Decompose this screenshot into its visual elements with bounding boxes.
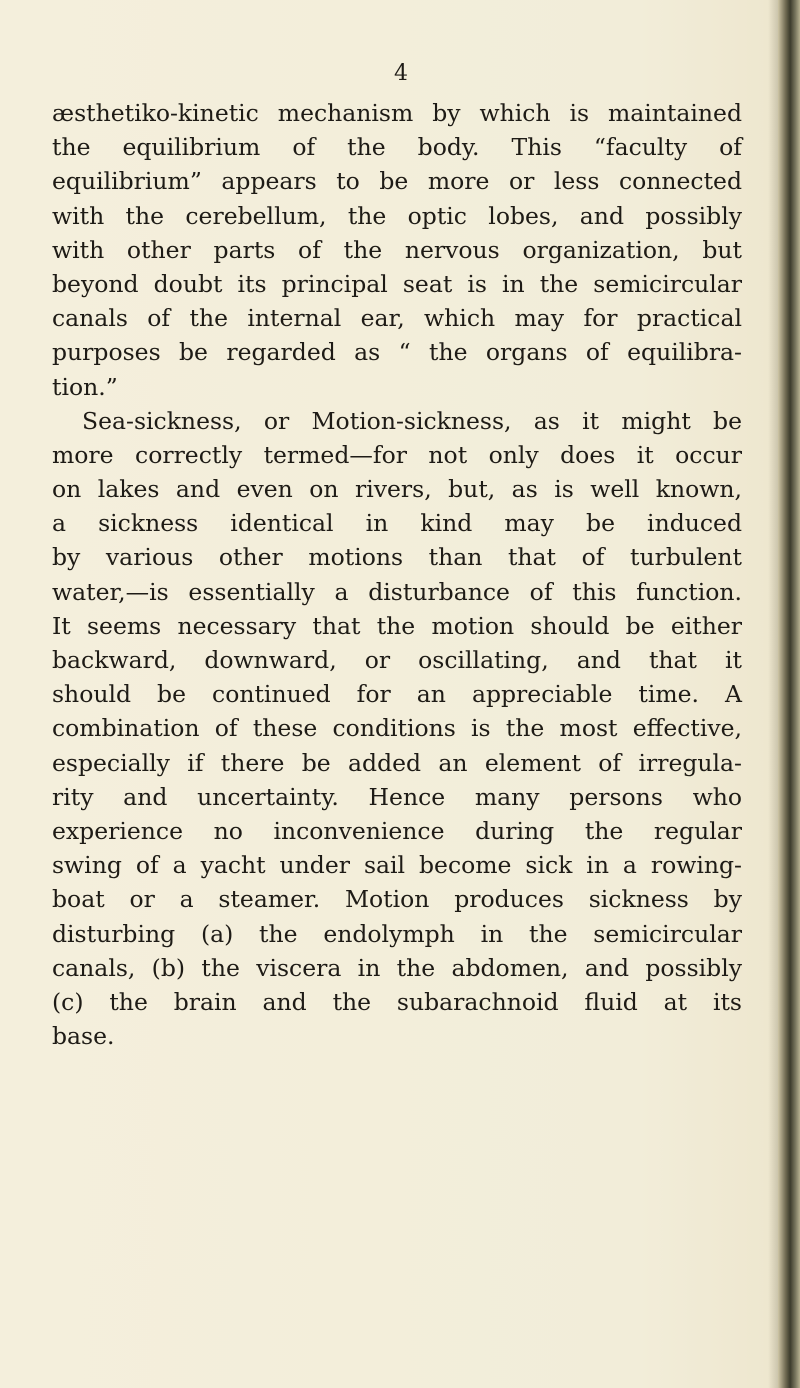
text-line: It seems necessary that the motion should be either <box>52 611 742 640</box>
text-line: canals, (b) the viscera in the abdomen, and possibly <box>52 953 742 982</box>
text-line: disturbing (a) the endolymph in the semicircular <box>52 919 742 948</box>
text-line: rity and uncertainty. Hence many persons who <box>52 782 742 811</box>
text-line: by various other motions than that of turbulent <box>52 543 742 572</box>
text-line: on lakes and even on rivers, but, as is well known, <box>52 475 742 504</box>
text-line: tion.” <box>52 372 118 401</box>
text-line: backward, downward, or oscillating, and that it <box>52 646 742 674</box>
text-line: with the cerebellum, the optic lobes, and possibly <box>52 201 742 230</box>
text-line: beyond doubt its principal seat is in the semicircular <box>52 269 742 298</box>
text-line: canals of the internal ear, which may for practical <box>52 304 742 333</box>
text-line: especially if there be added an element of irregula- <box>52 748 742 777</box>
text-line: experience no inconvenience during the regular <box>52 816 742 845</box>
page-number: 4 <box>394 61 408 86</box>
text-line: should be continued for an appreciable time. A <box>52 680 742 709</box>
text-line: Sea-sickness, or Motion-sickness, as it might be <box>82 406 742 435</box>
text-line: (c) the brain and the subarachnoid fluid at its <box>52 987 742 1016</box>
text-line: swing of a yacht under sail become sick in a rowing- <box>52 851 742 880</box>
text-line: base. <box>52 1022 115 1051</box>
text-line: with other parts of the nervous organization, but <box>52 235 742 264</box>
text-line: water,—is essentially a disturbance of this function. <box>52 577 742 606</box>
text-line: more correctly termed—for not only does it occur <box>52 440 742 469</box>
page-binding-edge <box>778 0 800 1388</box>
page-edge-shadow <box>768 0 778 1388</box>
text-line: the equilibrium of the body. This “faculty of <box>52 133 742 162</box>
text-line: æsthetiko-kinetic mechanism by which is maintained <box>52 99 742 127</box>
body-text <box>52 96 742 1053</box>
text-line: equilibrium” appears to be more or less connected <box>52 167 742 196</box>
text-line: purposes be regarded as “ the organs of equilibra- <box>52 338 742 367</box>
text-line: a sickness identical in kind may be induced <box>52 509 742 538</box>
text-line: combination of these conditions is the most effective, <box>52 714 742 743</box>
text-line: boat or a steamer. Motion produces sickness by <box>52 885 742 914</box>
